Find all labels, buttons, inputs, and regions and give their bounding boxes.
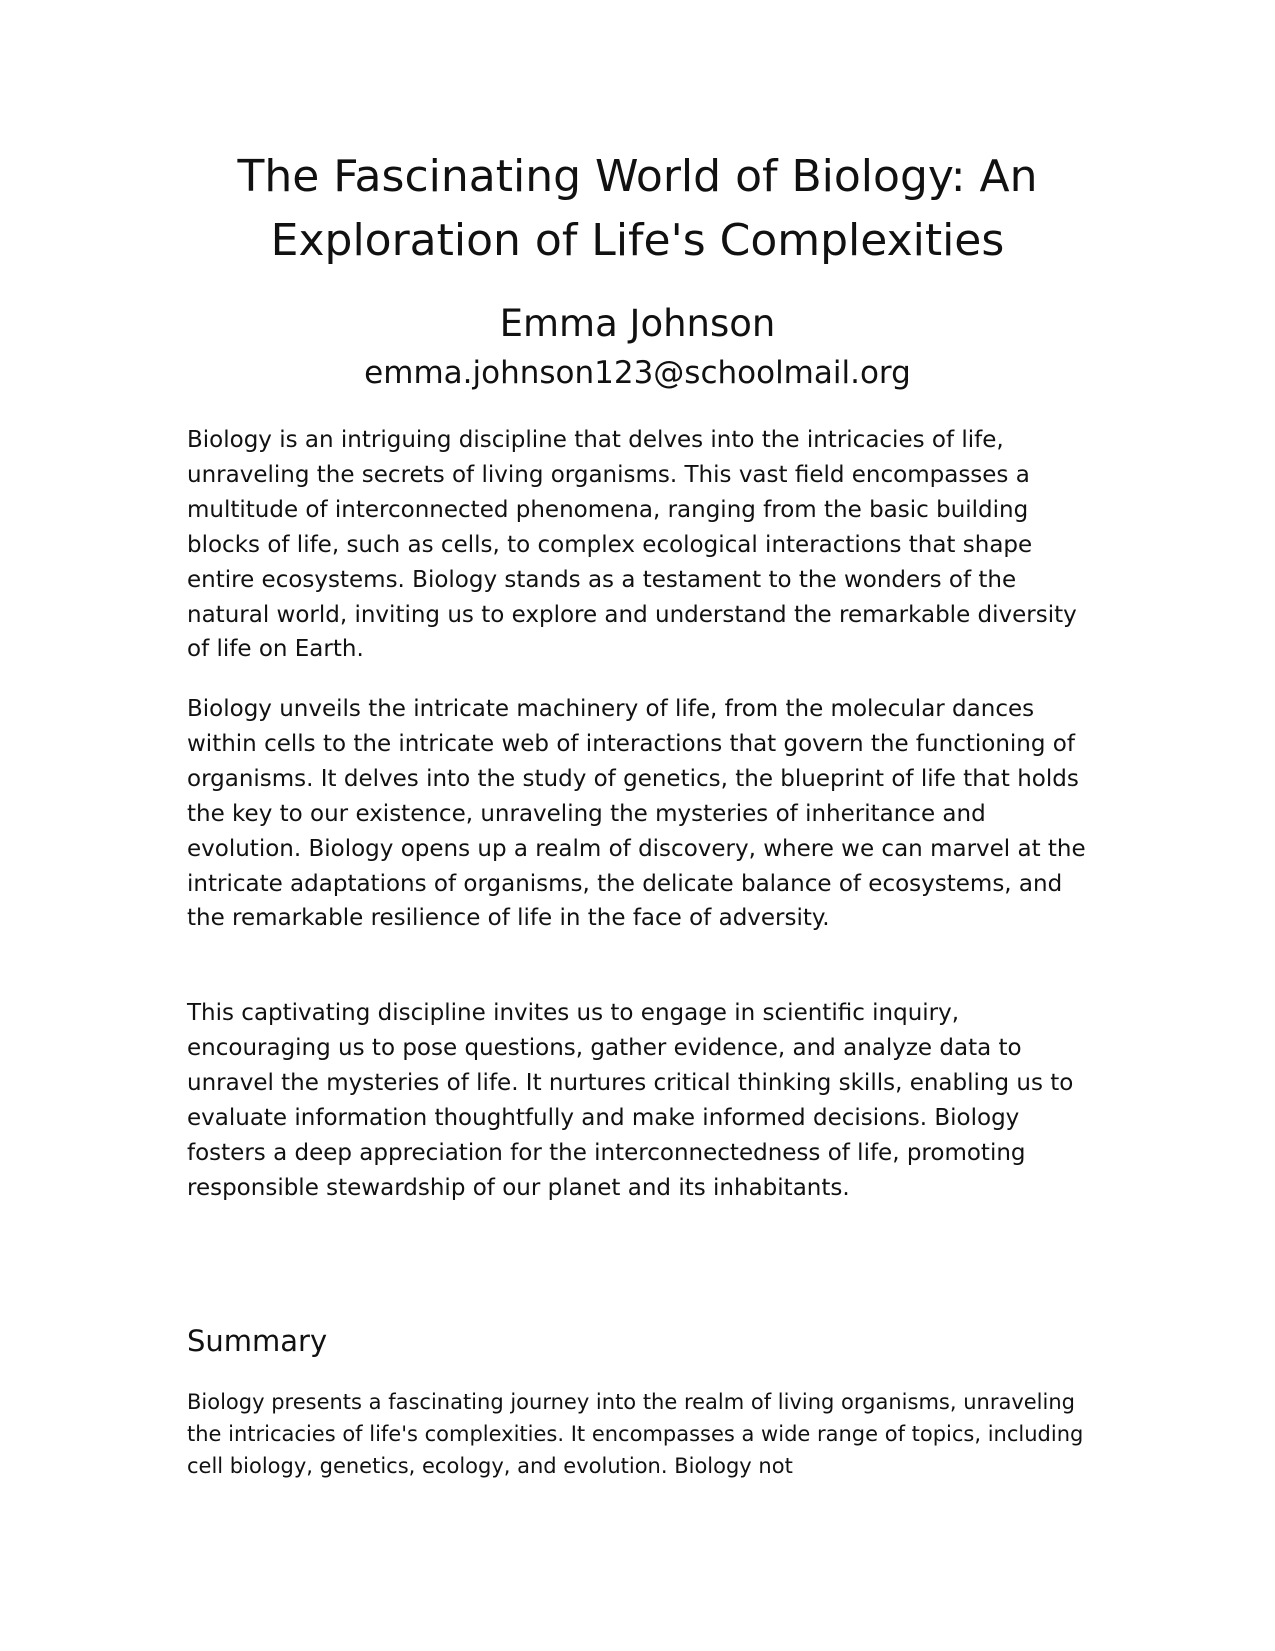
body-paragraph: This captivating discipline invites us to engage in scientific inquiry, encouraging us to pose questions, gather evidence, and analyze data to unravel the mysteries of life. It nurtures critical thinking skills, enabling us to evaluate information thoughtfully and make informed decisions. Biology fosters a deep appreciation for the interconnectedness of life, promoting responsible stewardship of our planet and its inhabitants. — [187, 1000, 1074, 1201]
summary-heading: Summary — [187, 1324, 328, 1358]
author-name: Emma Johnson — [499, 302, 776, 345]
author-email: emma.johnson123@schoolmail.org — [364, 355, 911, 391]
document-title: The Fascinating World of Biology: An Exploration of Life's Complexities — [237, 151, 1038, 266]
body-paragraph: Biology is an intriguing discipline that delves into the intricacies of life, unraveling the secrets of living organisms. This vast field encompasses a multitude of interconnected phenomena, ranging from the basic building blocks of life, such as cells, to complex ecological interactions that shape entire ecosystems. Biology stands as a testament to the wonders of the natural world, inviting us to explore and understand the remarkable diversity of life on Earth. — [187, 427, 1077, 663]
body-paragraph: Biology unveils the intricate machinery of life, from the molecular dances within cells to the intricate web of interactions that govern the functioning of organisms. It delves into the study of genetics, the blueprint of life that holds the key to our existence, unraveling the mysteries of inheritance and evolution. Biology opens up a realm of discovery, where we can marvel at the intricate adaptations of organisms, the delicate balance of ecosystems, and the remarkable resilience of life in the face of adversity. — [187, 696, 1086, 932]
summary-paragraph: Biology presents a fascinating journey into the realm of living organisms, unraveling the intricacies of life's complexities. It encompasses a wide range of topics, including cell biology, genetics, ecology, and evolution. Biology not — [187, 1390, 1084, 1478]
